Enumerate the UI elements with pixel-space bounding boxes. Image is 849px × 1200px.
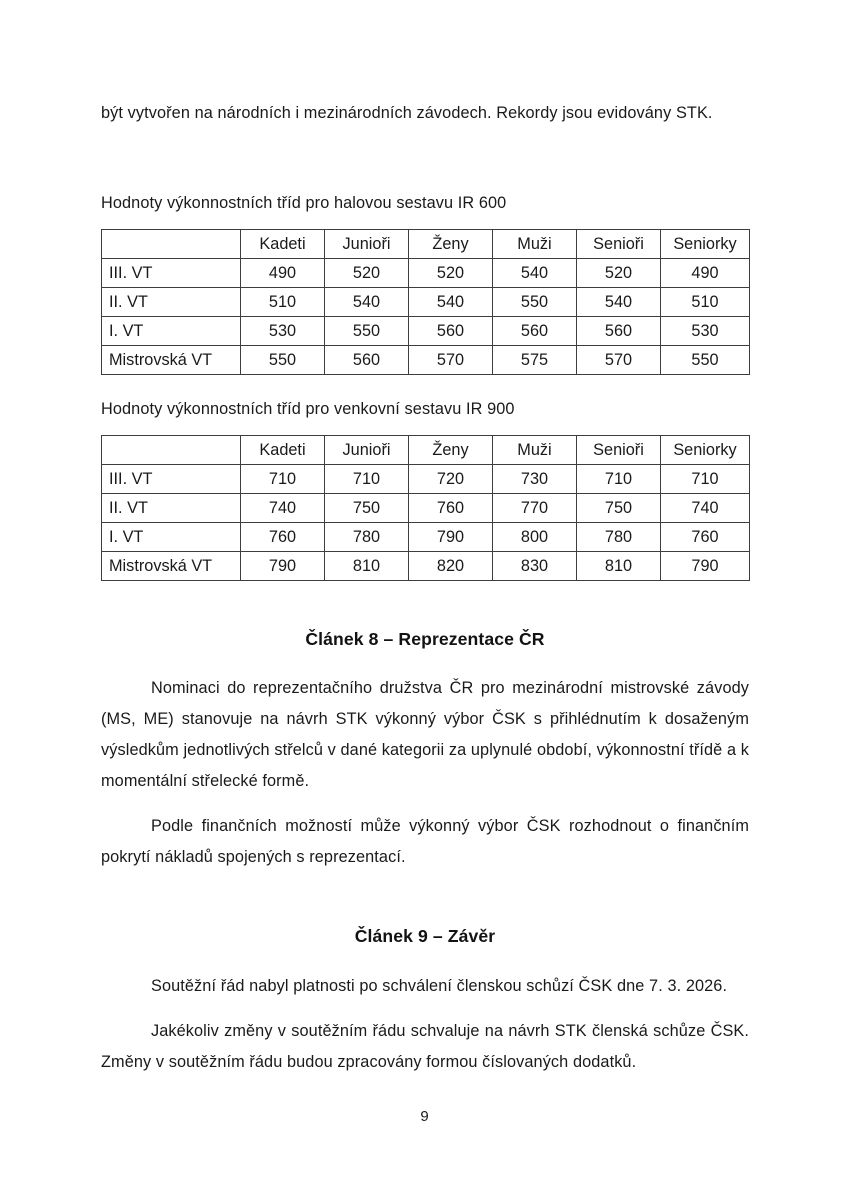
column-header-muzi: Muži xyxy=(493,436,577,465)
column-header-seniorky: Seniorky xyxy=(661,230,750,259)
table-cell: 720 xyxy=(409,465,493,494)
table-cell: 710 xyxy=(241,465,325,494)
table-corner-cell xyxy=(102,436,241,465)
table-cell: 490 xyxy=(661,259,750,288)
table-cell: 750 xyxy=(577,494,661,523)
performance-class-table-outdoor xyxy=(101,435,750,581)
table-cell: 760 xyxy=(409,494,493,523)
table-cell: 550 xyxy=(325,317,409,346)
column-header-juniori: Junioři xyxy=(325,230,409,259)
table-cell: 550 xyxy=(241,346,325,375)
table-cell: 730 xyxy=(493,465,577,494)
table-corner-cell xyxy=(102,230,241,259)
page-content xyxy=(101,0,749,1078)
article-9-paragraph-1: Soutěžní řád nabyl platnosti po schválení členskou schůzí ČSK dne 7. 3. 2026. xyxy=(151,977,728,995)
table-cell: 710 xyxy=(325,465,409,494)
table-cell: 760 xyxy=(241,523,325,552)
spacer-article-8-body xyxy=(101,650,749,673)
spacer-table-1-caption-2 xyxy=(101,375,749,397)
table-cell: 540 xyxy=(325,288,409,317)
column-header-seniori: Senioři xyxy=(577,436,661,465)
spacer-table-2-article-8 xyxy=(101,581,749,629)
spacer-top xyxy=(101,0,749,98)
table-cell: 710 xyxy=(577,465,661,494)
table-cell: 560 xyxy=(577,317,661,346)
column-header-seniori: Senioři xyxy=(577,230,661,259)
table-cell: 810 xyxy=(577,552,661,581)
table-cell: 790 xyxy=(661,552,750,581)
table-cell: 710 xyxy=(661,465,750,494)
spacer-caption-table-2 xyxy=(101,421,749,435)
table-cell: 490 xyxy=(241,259,325,288)
table-cell: 520 xyxy=(409,259,493,288)
row-label: I. VT xyxy=(102,317,241,346)
table-cell: 560 xyxy=(409,317,493,346)
table-cell: 570 xyxy=(409,346,493,375)
table-cell: 780 xyxy=(325,523,409,552)
table-cell: 560 xyxy=(493,317,577,346)
table-cell: 575 xyxy=(493,346,577,375)
table-cell: 530 xyxy=(241,317,325,346)
table-header-row xyxy=(102,230,750,259)
column-header-zeny: Ženy xyxy=(409,230,493,259)
table-row xyxy=(102,317,750,346)
row-label: II. VT xyxy=(102,288,241,317)
table-cell: 740 xyxy=(241,494,325,523)
spacer-caption-table-1 xyxy=(101,215,749,229)
spacer-article-9-body xyxy=(101,947,749,971)
table-cell: 570 xyxy=(577,346,661,375)
row-label: Mistrovská VT xyxy=(102,552,241,581)
spacer-article-8-article-9 xyxy=(101,873,749,926)
article-8-paragraph-1: Nominaci do reprezentačního družstva ČR pro mezinárodní mistrovské závody (MS, ME) stanovuje na návrh STK výkonný výbor ČSK s přihlédnutím k dosaženým výsledkům jednotlivých střelců v dané kategorii za uplynulé období, výkonnostní třídě a k momentální střelecké formě. xyxy=(101,679,749,790)
table-cell: 740 xyxy=(661,494,750,523)
table-cell: 820 xyxy=(409,552,493,581)
spacer-article-8-paragraphs xyxy=(101,797,749,811)
table-cell: 540 xyxy=(409,288,493,317)
intro-paragraph: být vytvořen na národních i mezinárodních závodech. Rekordy jsou evidovány STK. xyxy=(101,104,713,122)
table-cell: 560 xyxy=(325,346,409,375)
table-row xyxy=(102,523,750,552)
row-label: III. VT xyxy=(102,465,241,494)
table-cell: 750 xyxy=(325,494,409,523)
table-1-caption: Hodnoty výkonnostních tříd pro halovou sestavu IR 600 xyxy=(101,194,507,212)
table-row xyxy=(102,494,750,523)
table-row xyxy=(102,346,750,375)
column-header-seniorky: Seniorky xyxy=(661,436,750,465)
table-cell: 520 xyxy=(577,259,661,288)
table-cell: 510 xyxy=(661,288,750,317)
table-cell: 550 xyxy=(661,346,750,375)
row-label: III. VT xyxy=(102,259,241,288)
table-row xyxy=(102,288,750,317)
table-cell: 770 xyxy=(493,494,577,523)
table-cell: 830 xyxy=(493,552,577,581)
article-9-heading: Článek 9 – Závěr xyxy=(354,926,496,946)
table-cell: 780 xyxy=(577,523,661,552)
table-cell: 810 xyxy=(325,552,409,581)
spacer-after-intro xyxy=(101,129,749,191)
table-cell: 800 xyxy=(493,523,577,552)
table-cell: 520 xyxy=(325,259,409,288)
table-2-caption: Hodnoty výkonnostních tříd pro venkovní sestavu IR 900 xyxy=(101,400,515,418)
table-cell: 550 xyxy=(493,288,577,317)
column-header-zeny: Ženy xyxy=(409,436,493,465)
table-row xyxy=(102,552,750,581)
article-8-heading: Článek 8 – Reprezentace ČR xyxy=(305,629,545,649)
table-cell: 790 xyxy=(409,523,493,552)
table-cell: 510 xyxy=(241,288,325,317)
page-number: 9 xyxy=(420,1108,429,1125)
table-cell: 760 xyxy=(661,523,750,552)
article-9-paragraph-2: Jakékoliv změny v soutěžním řádu schvaluje na návrh STK členská schůze ČSK. Změny v soutěžním řádu budou zpracovány formou číslovaných dodatků. xyxy=(101,1022,749,1071)
column-header-muzi: Muži xyxy=(493,230,577,259)
row-label: II. VT xyxy=(102,494,241,523)
table-row xyxy=(102,259,750,288)
table-cell: 540 xyxy=(493,259,577,288)
table-cell: 790 xyxy=(241,552,325,581)
row-label: Mistrovská VT xyxy=(102,346,241,375)
article-8-paragraph-2: Podle finančních možností může výkonný výbor ČSK rozhodnout o finančním pokrytí nákladů spojených s reprezentací. xyxy=(101,817,749,866)
table-header-row xyxy=(102,436,750,465)
table-row xyxy=(102,465,750,494)
performance-class-table-indoor xyxy=(101,229,750,375)
column-header-kadeti: Kadeti xyxy=(241,230,325,259)
column-header-juniori: Junioři xyxy=(325,436,409,465)
table-cell: 530 xyxy=(661,317,750,346)
table-cell: 540 xyxy=(577,288,661,317)
row-label: I. VT xyxy=(102,523,241,552)
column-header-kadeti: Kadeti xyxy=(241,436,325,465)
spacer-article-9-paragraphs xyxy=(101,1002,749,1016)
